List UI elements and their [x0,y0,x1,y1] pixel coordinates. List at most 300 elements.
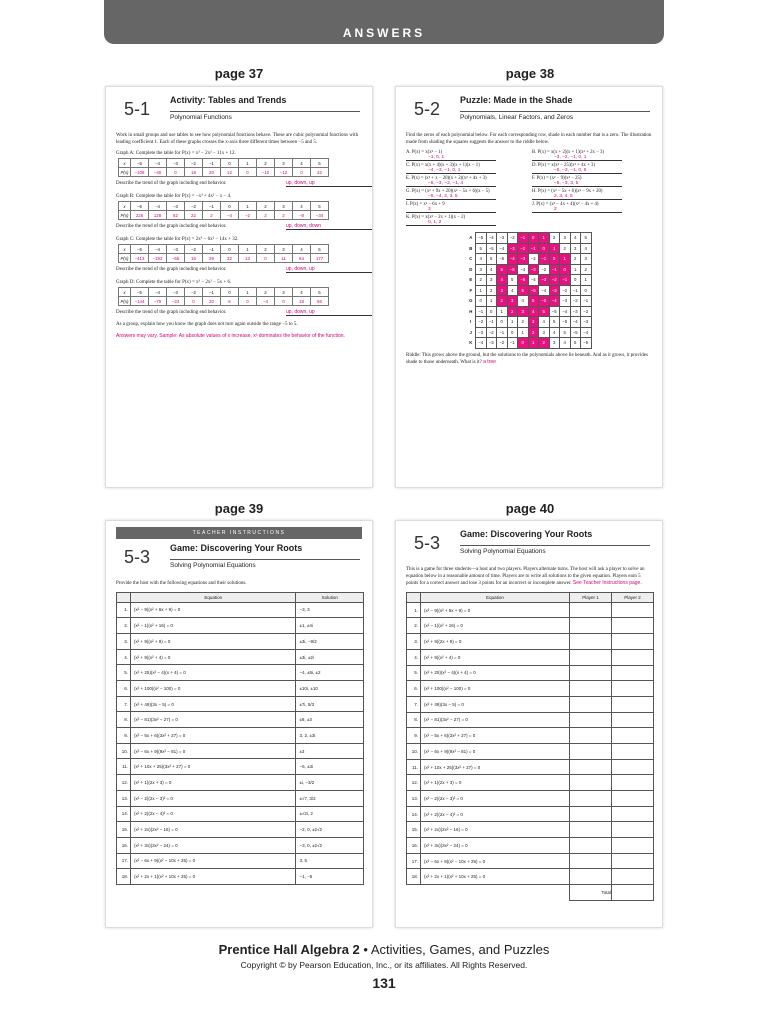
player-1-cell[interactable] [570,806,612,822]
closing-answer: Answers may vary. Sample: As absolute values of x increase, x³ dominates the behavior of the function. [116,332,345,339]
player-1-cell[interactable] [570,869,612,885]
puzzle-cell: −2 [476,317,487,328]
x-row [119,202,329,211]
x-value: 0 [221,202,239,211]
row-number: 1. [407,602,421,618]
question-text: J. P(x) = (x² − 4x + 4)(x² − 4x + 4) [532,202,599,208]
question-text: F. P(x) = (x² − 9)(x² − 25) [532,176,582,182]
puzzle-cell: −2 [528,254,539,265]
page-number: 131 [372,975,396,991]
px-answer: 22 [185,211,203,220]
px-answer: 6 [221,297,239,306]
px-answer: −10 [257,168,275,177]
lesson-number: 5-1 [124,99,151,119]
x-value: −2 [185,159,203,168]
px-answer: 20 [203,297,221,306]
intro-body: This is a game for three students—a host and two players. Players alternate turns. The host will ask a player to solve an equation below in a reasonable amount of time. Players are to write all solutions to the given equation. Players earn 5 points for a correct answer and lose 3 points for an incorrect or incomplete answer. [406,567,645,587]
player-1-cell[interactable] [570,822,612,838]
table-row [117,649,364,665]
row-number: 15. [407,822,421,838]
lesson-title: Puzzle: Made in the Shade [460,95,573,105]
total-cell[interactable] [612,885,654,901]
row-letter: D [469,266,473,272]
value-table [118,158,329,177]
trend-prompt: Describe the trend of the graph including end behavior. [116,267,227,273]
x-value: 4 [293,288,311,297]
puzzle-row [467,306,592,317]
table-row [407,696,654,712]
puzzle-cell: 1 [549,243,560,254]
player-2-cell[interactable] [612,634,654,650]
player-1-cell[interactable] [570,775,612,791]
puzzle-cell: −4 [486,233,497,244]
puzzle-cell: 2 [507,306,518,317]
puzzle-cell: −2 [497,338,508,349]
row-number: 8. [117,712,131,728]
puzzle-cell: 2 [560,243,571,254]
x-value: 3 [275,159,293,168]
answer-line: 3 [406,207,496,213]
x-value: −3 [167,202,185,211]
player-2-cell[interactable] [612,696,654,712]
lesson-number: 5-2 [414,99,441,119]
x-value: −4 [149,159,167,168]
table-row [117,790,364,806]
player-1-cell[interactable] [570,649,612,665]
equation-cell: (x² − 9)(x² + 6x + 9) = 0 [421,602,570,618]
puzzle-cell: −2 [518,243,529,254]
px-row [119,168,329,177]
px-answer: −40 [149,168,167,177]
px-answer: −8 [293,211,311,220]
equation-cell: (x² + 10x + 25)(3x² + 27) = 0 [421,759,570,775]
table-row [117,759,364,775]
x-value: 3 [275,288,293,297]
row-letter: I [470,319,472,325]
player-1-cell[interactable] [570,681,612,697]
row-number: 9. [407,728,421,744]
puzzle-cell: −1 [581,296,592,307]
px-answer: 0 [239,168,257,177]
equation-cell: (x² + 2x)(2x² − 16) = 0 [131,822,296,838]
puzzle-cell: 1 [476,285,487,296]
zero-question [532,163,652,176]
lesson-title: Activity: Tables and Trends [170,95,287,105]
lesson-subtitle: Polynomial Functions [170,111,360,121]
puzzle-cell: 2 [581,264,592,275]
x-value: −2 [185,202,203,211]
puzzle-cell: 0 [497,317,508,328]
player-1-cell[interactable] [570,853,612,869]
game-score-table [406,592,654,901]
table-row [117,853,364,869]
solution-cell: ±3i, −9/2 [296,633,364,649]
px-answer: −108 [131,168,149,177]
player-1-cell[interactable] [570,728,612,744]
zero-question [406,163,526,176]
question-text: H. P(x) = (x² − 5x + 6)(x² − 9x + 20) [532,189,603,195]
px-answer: −4 [221,211,239,220]
puzzle-cell: 2 [570,254,581,265]
x-value: 5 [311,202,329,211]
page-label-39: page 39 [214,501,264,516]
puzzle-cell: 2 [549,233,560,244]
puzzle-cell: 4 [539,317,550,328]
puzzle-cell: −3 [476,327,487,338]
puzzle-cell: −3 [581,317,592,328]
equation-cell: (x² + 100)(x² − 100) = 0 [421,681,570,697]
puzzle-cell: −1 [497,327,508,338]
solution-cell: −5, ±3i [296,759,364,775]
player-1-cell[interactable] [570,743,612,759]
row-number: 7. [407,696,421,712]
puzzle-cell: −2 [539,264,550,275]
row-number: 14. [407,806,421,822]
trend-prompt: Describe the trend of the graph including end behavior. [116,181,227,187]
lesson-subtitle: Solving Polynomial Equations [170,559,360,569]
table-row [117,681,364,697]
puzzle-cell: 5 [539,306,550,317]
px-answer: 0 [239,297,257,306]
px-label: P(x) [120,255,129,261]
total-row [407,885,654,901]
puzzle-cell: 0 [539,243,550,254]
x-value: 2 [257,245,275,254]
puzzle-cell: 0 [570,275,581,286]
puzzle-cell: 2 [486,285,497,296]
row-number: 6. [117,681,131,697]
solution-cell: −3, 3 [296,602,364,618]
row-number: 8. [407,712,421,728]
px-label: P(x) [120,212,129,218]
equation-cell: (x² + 9)(2x + 9) = 0 [421,634,570,650]
x-row [119,159,329,168]
puzzle-cell: 0 [581,285,592,296]
page-38-card [395,86,663,488]
puzzle-cell: 1 [486,296,497,307]
puzzle-cell: 0 [518,338,529,349]
puzzle-cell: 4 [549,327,560,338]
player-1-cell[interactable] [570,759,612,775]
player-1-cell[interactable] [570,696,612,712]
puzzle-cell: −3 [528,264,539,275]
row-number: 11. [407,759,421,775]
puzzle-cell: 4 [518,296,529,307]
row-letter: E [469,277,473,283]
puzzle-cell: −1 [476,306,487,317]
row-letter: B [469,245,473,251]
equation-cell: (x² + 2)(2x − 4)² = 0 [131,806,296,822]
equation-cell: (x² − 1)(x² + 16) = 0 [131,618,296,634]
col-equation: Equation [421,592,570,602]
solution-cell: 3, 2, ±3i [296,728,364,744]
puzzle-row [467,275,592,286]
equation-cell: (x² + 2x + 1)(x² + 10x + 25) = 0 [131,869,296,885]
table-row [117,728,364,744]
equation-cell: (x² + 3x)(3x² − 24) = 0 [131,837,296,853]
table-row [117,869,364,885]
row-letter: F [469,287,473,293]
x-value: −3 [167,288,185,297]
page-label-40: page 40 [505,501,555,516]
col-number [117,592,131,602]
px-answer: 11 [275,254,293,263]
graph-heading: Graph B: Complete the table for P(x) = −x³ + 4x² − x − 4. [116,194,232,200]
row-number: 18. [407,869,421,885]
player-2-cell[interactable] [612,618,654,634]
puzzle-cell: 4 [570,233,581,244]
x-value: 1 [239,159,257,168]
px-answer: 32 [311,168,329,177]
x-value: 5 [311,288,329,297]
col-player-1: Player 1 [570,592,612,602]
x-value: 4 [293,202,311,211]
puzzle-cell: 1 [518,327,529,338]
puzzle-cell: 4 [497,275,508,286]
player-2-cell[interactable] [612,602,654,618]
puzzle-cell: 5 [507,275,518,286]
x-value: −4 [149,245,167,254]
puzzle-cell: −5 [497,254,508,265]
puzzle-row [467,285,592,296]
px-answer: 32 [221,254,239,263]
question-text: C. P(x) = x(x + 4)(x + 3)(x + 1)(x − 1) [406,163,480,169]
puzzle-cell: 3 [528,317,539,328]
trend-answer: up, down, up [286,309,373,316]
solution-cell: ±3i, ±2i [296,649,364,665]
x-label: x [119,202,131,211]
solution-cell: ±9, ±3 [296,712,364,728]
x-label: x [119,245,131,254]
puzzle-cell: −3 [507,243,518,254]
table-row [117,743,364,759]
solution-cell: ±i, −3/2 [296,775,364,791]
trend-line [116,181,362,189]
player-1-cell[interactable] [570,665,612,681]
x-value: 1 [239,202,257,211]
table-row [407,602,654,618]
equation-cell: (x² − 6x + 9)(9x² − 81) = 0 [131,743,296,759]
puzzle-cell: 5 [476,243,487,254]
equation-cell: (x² − 2)(2x − 3)² = 0 [131,790,296,806]
graph-sections [106,151,372,318]
player-2-cell[interactable] [612,791,654,807]
row-number: 17. [407,853,421,869]
player-2-cell[interactable] [612,806,654,822]
x-value: −2 [185,245,203,254]
px-answer: −4 [257,297,275,306]
equation-cell: (x² + 3x)(3x² − 24) = 0 [421,838,570,854]
x-value: 0 [221,245,239,254]
row-number: 16. [117,837,131,853]
px-answer: −34 [311,211,329,220]
lesson-number: 5-3 [414,533,441,553]
row-number: 14. [117,806,131,822]
player-2-cell[interactable] [612,712,654,728]
lesson-subtitle: Solving Polynomial Equations [460,545,650,555]
table-row [407,618,654,634]
px-row [119,254,329,263]
px-answer: 0 [185,297,203,306]
puzzle-cell: −3 [486,338,497,349]
solution-cell: ±√2i, 2 [296,806,364,822]
x-value: 1 [239,245,257,254]
shade-puzzle-grid [467,232,592,349]
x-value: −1 [203,159,221,168]
equation-cell: (x² + 100)(x² − 100) = 0 [131,681,296,697]
row-number: 18. [117,869,131,885]
teacher-instructions-bar: TEACHER INSTRUCTIONS [116,527,362,539]
row-number: 10. [117,743,131,759]
puzzle-cell: 3 [518,306,529,317]
row-number: 3. [407,634,421,650]
question-text: K. P(x) = x(x² − 2x + 1)(x − 2) [406,215,466,221]
question-text: G. P(x) = (x² + 9x + 20)(x² − 5x + 6)(x − 5) [406,189,490,195]
row-letter: J [469,329,472,335]
row-letter: G [469,298,473,304]
puzzle-cell: 4 [560,338,571,349]
px-answer: 0 [293,168,311,177]
player-1-cell[interactable] [570,838,612,854]
puzzle-cell: −4 [476,338,487,349]
px-answer: 0 [275,297,293,306]
table-row [407,775,654,791]
lesson-number: 5-3 [124,547,151,567]
px-answer: 18 [293,297,311,306]
table-row [407,869,654,885]
puzzle-cell: −4 [497,243,508,254]
x-value: −5 [131,245,149,254]
player-2-cell[interactable] [612,665,654,681]
px-answer: 64 [293,254,311,263]
px-answer: 0 [167,168,185,177]
table-row [407,822,654,838]
x-value: −5 [131,202,149,211]
px-row [119,211,329,220]
puzzle-cell: −1 [560,275,571,286]
answer-line: −3, −2, −1, 0, 1 [532,155,622,161]
player-2-cell[interactable] [612,822,654,838]
player-1-cell[interactable] [570,634,612,650]
lesson-header [116,93,362,129]
equation-cell: (x² + 2x + 1)(x² + 10x + 25) = 0 [421,869,570,885]
row-number: 7. [117,696,131,712]
player-2-cell[interactable] [612,681,654,697]
player-1-cell[interactable] [570,602,612,618]
riddle-text [406,353,652,367]
equation-cell: (x² − 6x + 9)(x² − 10x + 25) = 0 [421,853,570,869]
equation-cell: (x² − 81)(3x² − 27) = 0 [421,712,570,728]
puzzle-cell: 0 [476,296,487,307]
row-number: 1. [117,602,131,618]
player-2-cell[interactable] [612,853,654,869]
puzzle-row [467,296,592,307]
puzzle-row [467,233,592,244]
table-row [407,649,654,665]
puzzle-cell: 3 [560,233,571,244]
row-number: 5. [117,665,131,681]
zero-question [406,202,526,215]
player-1-cell[interactable] [570,791,612,807]
zero-question [532,189,652,202]
row-letter: C [469,256,473,262]
x-value: −5 [131,288,149,297]
equation-cell: (x² − 5x + 6)(3x² + 27) = 0 [131,728,296,744]
px-answer: −413 [131,254,149,263]
col-solution: Solution [296,592,364,602]
puzzle-cell: 1 [528,338,539,349]
puzzle-cell: −1 [570,285,581,296]
puzzle-cell: 3 [539,327,550,338]
trend-prompt: Describe the trend of the graph including end behavior. [116,224,227,230]
puzzle-cell: 1 [539,233,550,244]
puzzle-cell: −2 [581,306,592,317]
puzzle-cell: −5 [476,233,487,244]
x-value: 3 [275,202,293,211]
x-value: −5 [131,159,149,168]
zero-question [406,176,526,189]
puzzle-cell: −2 [560,285,571,296]
lesson-title: Game: Discovering Your Roots [170,543,303,553]
footer-bullet: • [363,942,368,957]
table-row [117,822,364,838]
player-2-cell[interactable] [612,869,654,885]
col-number [407,592,421,602]
px-answer: 13 [239,254,257,263]
lesson-subtitle: Polynomials, Linear Factors, and Zeros [460,111,650,121]
puzzle-cell: 5 [560,327,571,338]
puzzle-cell: 5 [549,317,560,328]
riddle-question: Riddle: This grows above the ground, but the solutions to the polynomials above lie beneath. And as it grows, it provides shade to those underneath. What is it? [406,352,648,366]
solution-cell: −2, 0, ±2√2 [296,822,364,838]
lesson-header [406,93,652,129]
graph-heading: Graph D: Complete the table for P(x) = x³ − 2x² − 5x + 6. [116,280,232,286]
table-row [407,665,654,681]
equation-cell: (x² − 1)(x² + 16) = 0 [421,618,570,634]
px-answer: −55 [167,254,185,263]
puzzle-cell: 5 [581,233,592,244]
px-answer: 12 [221,168,239,177]
graph-heading: Graph C: Complete the table for P(x) = 2x³ − 6x² − 14x + 32. [116,237,239,243]
player-1-cell[interactable] [570,712,612,728]
x-value: 2 [257,159,275,168]
puzzle-row [467,317,592,328]
puzzle-cell: −3 [560,296,571,307]
player-2-cell[interactable] [612,838,654,854]
puzzle-cell: 1 [581,275,592,286]
puzzle-row [467,327,592,338]
player-2-cell[interactable] [612,728,654,744]
player-2-cell[interactable] [612,649,654,665]
trend-prompt: Describe the trend of the graph including end behavior. [116,310,227,316]
player-1-cell[interactable] [570,618,612,634]
player-2-cell[interactable] [612,743,654,759]
player-2-cell[interactable] [612,775,654,791]
puzzle-cell: −4 [528,275,539,286]
intro-answer: See Teacher Instructions page. [572,580,642,587]
solution-cell: −1, −5 [296,869,364,885]
table-row [407,759,654,775]
zero-question [406,150,526,163]
player-2-cell[interactable] [612,759,654,775]
equation-cell: (x² + 9)(x² + 9) = 0 [131,633,296,649]
puzzle-cell: −4 [539,285,550,296]
equation-cell: (x² + 9)(x² + 4) = 0 [421,649,570,665]
puzzle-cell: −2 [486,327,497,338]
zero-question [406,189,526,202]
table-row [407,712,654,728]
lesson-title: Game: Discovering Your Roots [460,529,593,539]
